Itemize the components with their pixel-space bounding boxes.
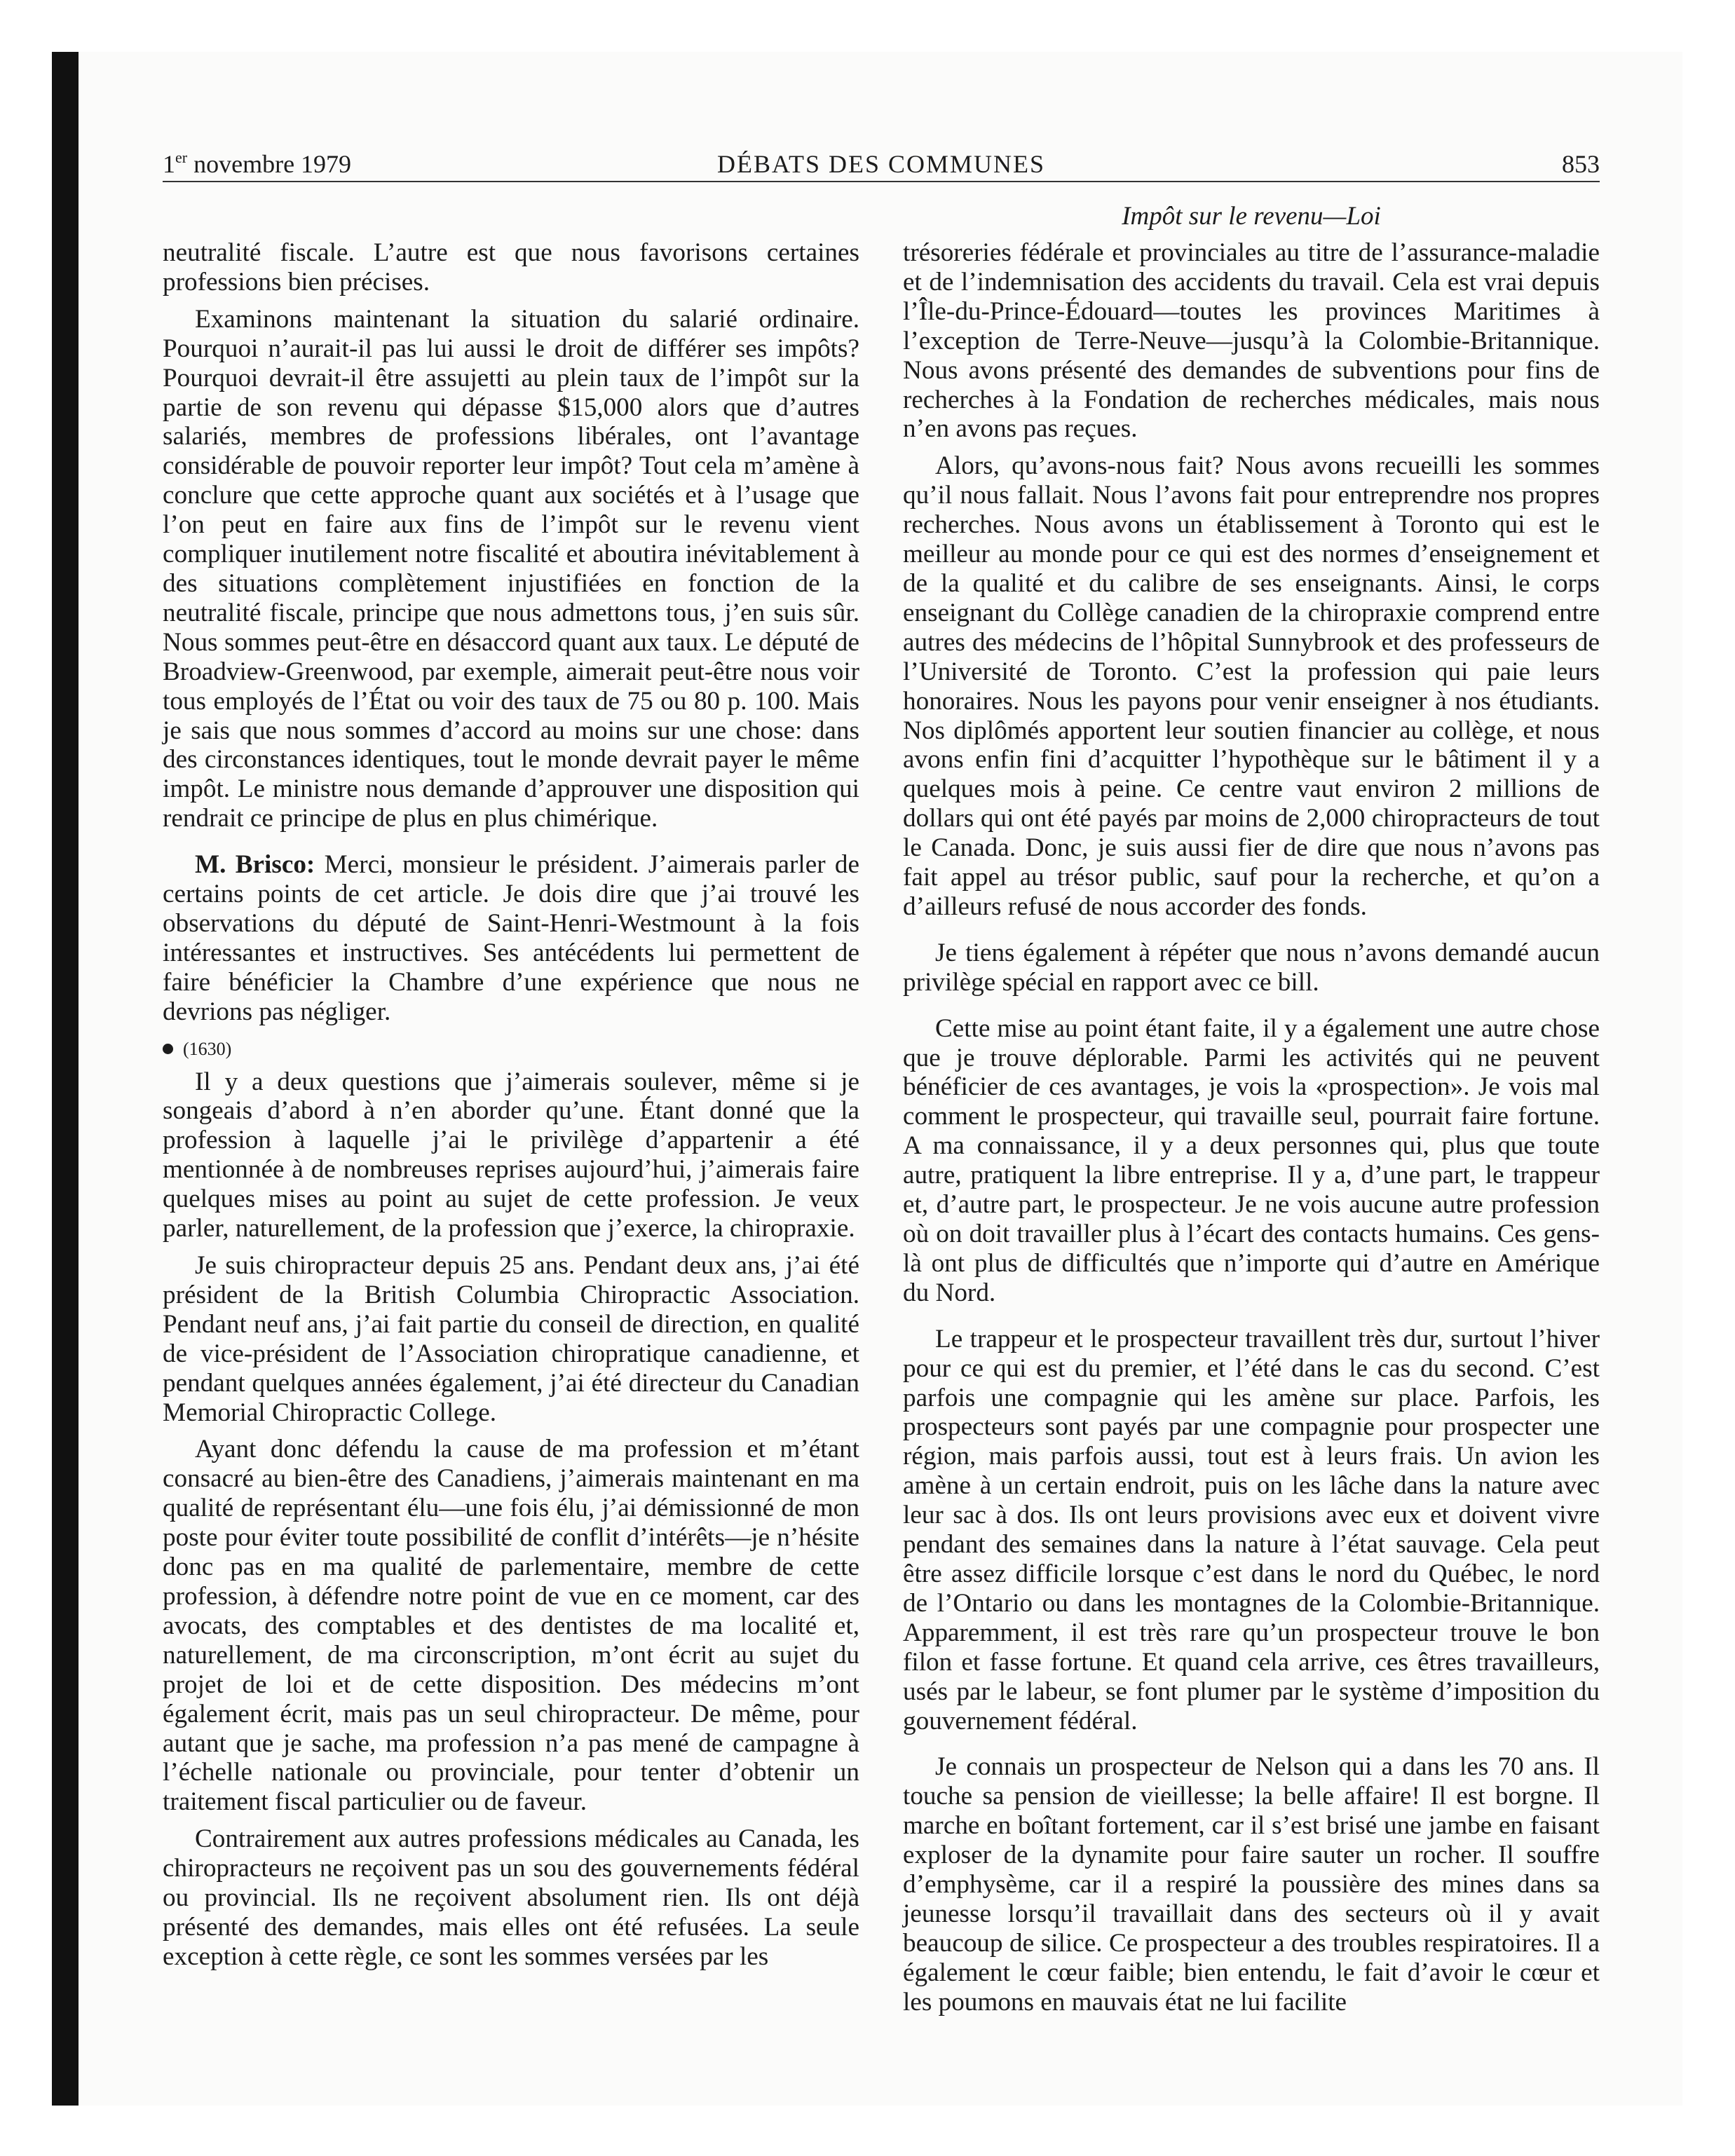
paragraph: Le trappeur et le prospecteur travaillent très dur, surtout l’hiver pour ce qui est du premier, et l’été dans le cas du second. C’est parfois une compagnie qui les amène sur place. Parfois, les prospecteurs sont payés par une compagnie pour prospecter une région, mais parfois aussi, tout est à leurs frais. Un avion les amène à un certain endroit, puis on les lâche dans la nature avec leur sac à dos. Ils ont leurs provisions avec eux et doivent vivre pendant des semaines dans la nature à l’état sauvage. Cela peut être assez difficile lorsque c’est dans le nord du Québec, le nord de l’Ontario ou dans les montagnes de la Colombie-Britannique. Apparemment, il est très rare qu’un prospecteur trouve le bon filon et fasse fortune. Et quand cela arrive, ces êtres travailleurs, usés par le labeur, se font plumer par le système d’imposition du gouvernement fédéral. (903, 1324, 1600, 1735)
bullet-icon (163, 1044, 173, 1054)
speech-paragraph (163, 850, 859, 1026)
time-marker-text: (1630) (183, 1038, 232, 1059)
time-marker (163, 1037, 859, 1062)
running-head: Impôt sur le revenu—Loi (1122, 202, 1381, 231)
header-rule (163, 181, 1600, 182)
speaker-name: M. Brisco: (195, 850, 315, 880)
speech-text: Merci, monsieur le président. J’aimerais parler de certains points de cet article. Je dois dire que j’ai trouvé les observations du député de Saint-Henri-Westmount à la fois intéressantes et instructives. Ses antécédents lui permettent de faire bénéficier la Chambre d’une expérience que nous ne devrions pas négliger. (163, 850, 860, 1026)
page-number: 853 (1562, 150, 1600, 178)
paragraph: Alors, qu’avons-nous fait? Nous avons recueilli les sommes qu’il nous fallait. Nous l’avons fait pour entreprendre nos propres recherches. Nous avons un établissement à Toronto qui est le meilleur au monde pour ce qui est des normes d’enseignement et de la qualité et du calibre de ses enseignants. Ainsi, le corps enseignant du Collège canadien de la chiropraxie comprend entre autres des médecins de l’hôpital Sunnybrook et des professeurs de l’Université de Toronto. C’est la profession qui paie leurs honoraires. Nous les payons pour venir enseigner à nos étudiants. Nos diplômés apportent leur soutien financier au collège, et nous avons enfin fini d’acquitter l’hypothèque sur le bâtiment il y a quelques mois à peine. Ce centre vaut environ 2 millions de dollars qui ont été payés par moins de 2,000 chiropracteurs de tout le Canada. Donc, je suis aussi fier de dire que nous n’avons pas fait appel au trésor public, sauf pour la recherche, et qu’on a d’ailleurs refusé de nous accorder des fonds. (903, 451, 1600, 921)
header-date: 1er novembre 1979 (163, 149, 352, 178)
left-column (163, 238, 859, 1972)
right-column (903, 238, 1600, 2017)
paragraph: Il y a deux questions que j’aimerais soulever, même si je songeais d’abord à n’en aborder qu’une. Étant donné que la profession à laquelle j’ai le privilège d’appartenir a été mentionnée à de nombreuses reprises aujourd’hui, j’aimerais faire quelques mises au point au sujet de cette profession. Je veux parler, naturellement, de la profession que j’exerce, la chiropraxie. (163, 1067, 859, 1243)
paragraph: Cette mise au point étant faite, il y a également une autre chose que je trouve déplorable. Parmi les activités qui ne peuvent bénéficier de ces avantages, je vois la «prospection». Je vois mal comment le prospecteur, qui travaille seul, pourrait faire fortune. A ma connaissance, il y a deux personnes qui, plus que toute autre, pratiquent la libre entreprise. Il y a, d’une part, le trappeur et, d’autre part, le prospecteur. Je ne vois aucune autre profession où on doit travailler plus à l’écart des contacts humains. Ces gens-là ont plus de difficultés que n’importe qui d’autre en Amérique du Nord. (903, 1014, 1600, 1307)
page-header (163, 146, 1600, 182)
paragraph: trésoreries fédérale et provinciales au titre de l’assurance-maladie et de l’indemnisation des accidents du travail. Cela est vrai depuis l’Île-du-Prince-Édouard—toutes les provinces Maritimes à l’exception de Terre-Neuve—jusqu’à la Colombie-Britannique. Nous avons présenté des demandes de subventions pour fins de recherches à la Fondation de recherches médicales, mais nous n’en avons pas reçues. (903, 238, 1600, 444)
paragraph: Ayant donc défendu la cause de ma profession et m’étant consacré au bien-être des Canadiens, j’aimerais maintenant en ma qualité de représentant élu—une fois élu, j’ai démissionné de mon poste pour éviter toute possibilité de conflit d’intérêts—je n’hésite donc pas en ma qualité de parlementaire, membre de cette profession, à défendre notre point de vue en ce moment, car des avocats, des comptables et des dentistes de ma localité et, naturellement, de ma circonscription, m’ont écrit au sujet du projet de loi et de cette disposition. Des médecins m’ont également écrit, mais pas un seul chiropracteur. De même, pour autant que je sache, ma profession n’a pas mené de campagne à l’échelle nationale ou provinciale, pour tenter d’obtenir un traitement fiscal particulier ou de faveur. (163, 1435, 859, 1817)
paragraph: Contrairement aux autres professions médicales au Canada, les chiropracteurs ne reçoivent pas un sou des gouvernements fédéral ou provincial. Ils ne reçoivent absolument rien. Ils ont déjà présenté des demandes, mais elles ont été refusées. La seule exception à cette règle, ce sont les sommes versées par les (163, 1824, 859, 1971)
paragraph: Je tiens également à répéter que nous n’avons demandé aucun privilège spécial en rapport avec ce bill. (903, 938, 1600, 997)
paragraph: Je connais un prospecteur de Nelson qui a dans les 70 ans. Il touche sa pension de vieillesse; la belle affaire! Il est borgne. Il marche en boîtant fortement, car il s’est brisé une jambe en faisant exploser de la dynamite pour faire sauter un rocher. Il souffre d’emphysème, car il a respiré la poussière des mines dans sa jeunesse lorsqu’il travaillait dans des secteurs où il y avait beaucoup de silice. Ce prospecteur a des troubles respiratoires. Il a également le cœur faible; bien entendu, le fait d’avoir le cœur et les poumons en mauvais état ne lui facilite (903, 1752, 1600, 2017)
binding-edge (52, 52, 79, 2106)
paragraph: Examinons maintenant la situation du salarié ordinaire. Pourquoi n’aurait-il pas lui aussi le droit de différer ses impôts? Pourquoi devrait-il être assujetti au plein taux de l’impôt sur la partie de son revenu qui dépasse $15,000 alors que d’autres salariés, membres de professions libérales, ont l’avantage considérable de pouvoir reporter leur impôt? Tout cela m’amène à conclure que cette approche quant aux sociétés et à l’usage que l’on peut en faire aux fins de l’impôt sur le revenu vient compliquer inutilement notre fiscalité et aboutira inévitablement à des situations complètement injustifiées en fonction de la neutralité fiscale, principe que nous admettons tous, j’en suis sûr. Nous sommes peut-être en désaccord quant aux taux. Le député de Broadview-Greenwood, par exemple, aimerait peut-être nous voir tous employés de l’État ou voir des taux de 75 ou 80 p. 100. Mais je sais que nous sommes d’accord au moins sur une chose: dans des circonstances identiques, tout le monde devrait payer le même impôt. Le ministre nous demande d’approuver une disposition qui rendrait ce principe de plus en plus chimérique. (163, 304, 859, 833)
publication-title: DÉBATS DES COMMUNES (716, 150, 1046, 178)
paragraph: neutralité fiscale. L’autre est que nous favorisons certaines professions bien précises. (163, 238, 859, 296)
paragraph: Je suis chiropracteur depuis 25 ans. Pendant deux ans, j’ai été président de la British Columbia Chiropractic Association. Pendant neuf ans, j’ai fait partie du conseil de direction, en qualité de vice-président de l’Association chiropratique canadienne, et pendant quelques années également, j’ai été directeur du Canadian Memorial Chiropractic College. (163, 1251, 859, 1427)
